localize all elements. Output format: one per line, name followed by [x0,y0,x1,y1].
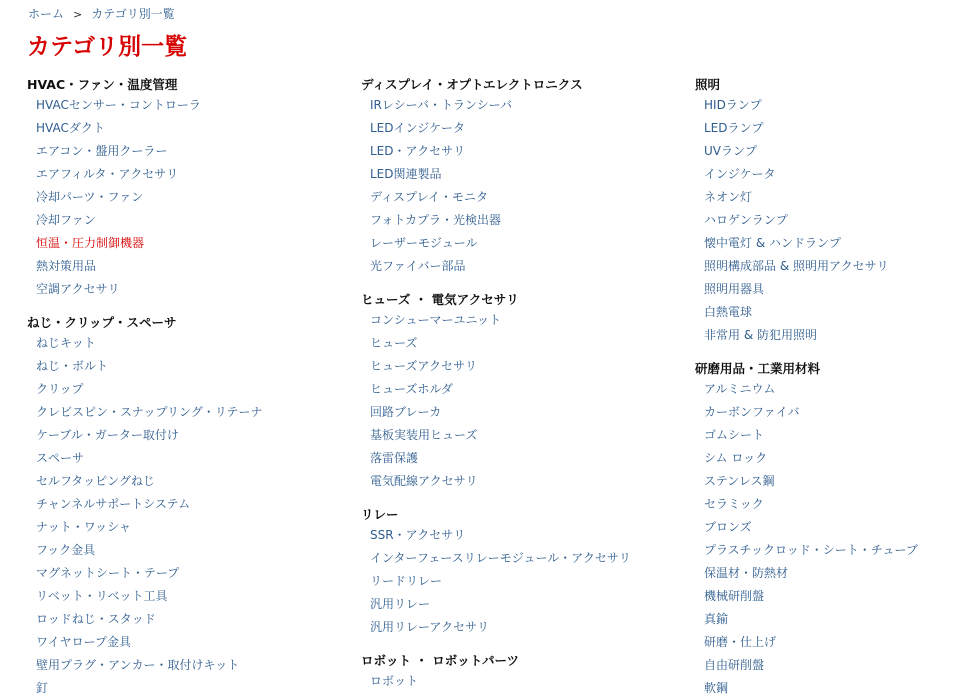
breadcrumb-separator: > [73,8,83,21]
category-link[interactable]: プラスチックロッド・シート・チューブ [704,543,918,557]
category-link[interactable]: 非常用 & 防犯用照明 [704,328,817,342]
category-link[interactable]: 冷却ファン [36,213,96,227]
category-link[interactable]: ヒューズアクセサリ [370,359,478,373]
category-link[interactable]: 自由研削盤 [704,658,765,672]
category-link[interactable]: リベット・リベット工具 [36,589,168,603]
category-heading: 照明 [695,77,721,92]
category-heading: ねじ・クリップ・スペーサ [27,315,177,330]
category-link-list [361,95,681,289]
category-link[interactable]: フック金具 [36,543,96,557]
category-link[interactable]: インターフェースリレーモジュール・アクセサリ [370,551,631,565]
category-link[interactable]: マグネットシート・テープ [36,566,180,580]
category-section [695,74,955,358]
category-link[interactable]: ヒューズ [370,336,418,350]
category-link[interactable]: ディスプレイ・モニタ [370,190,488,204]
category-heading: ヒューズ ・ 電気アクセサリ [361,292,519,307]
category-link[interactable]: 電気配線アクセサリ [370,474,478,488]
category-column-1 [27,74,347,694]
category-link[interactable]: ケーブル・ガーター取付け [36,428,179,442]
category-link[interactable]: HIDランプ [704,98,762,112]
breadcrumb-current: カテゴリ別一覧 [91,7,175,21]
category-link[interactable]: HVACセンサー・コントローラ [36,98,201,112]
category-link[interactable]: HVACダクト [36,121,105,135]
category-link[interactable]: レーザーモジュール [370,236,478,250]
category-link[interactable]: LED関連製品 [370,167,442,181]
category-link[interactable]: 落雷保護 [370,451,419,465]
page-title: カテゴリ別一覧 [27,34,188,60]
category-link[interactable]: コンシューマーユニット [370,313,501,327]
category-section [27,312,347,694]
category-link[interactable]: 冷却パーツ・ファン [36,190,144,204]
category-section [27,74,347,312]
category-link[interactable]: LEDインジケータ [370,121,465,135]
category-link[interactable]: 白熱電球 [704,305,753,319]
category-link[interactable]: LEDランプ [704,121,764,135]
category-link[interactable]: セラミック [704,497,764,511]
category-link[interactable]: 汎用リレーアクセサリ [370,620,490,634]
category-link-list [361,525,681,650]
category-section [361,504,681,650]
category-link[interactable]: 保温材・防熱材 [704,566,789,580]
category-link[interactable]: クレビスピン・スナップリング・リテーナ [36,405,263,419]
category-link[interactable]: 照明用器具 [704,282,765,296]
category-link[interactable]: 軟鋼 [704,681,729,694]
category-link[interactable]: チャンネルサポートシステム [36,497,191,511]
category-link[interactable]: IRレシーバ・トランシーバ [370,98,513,112]
category-link[interactable]: 照明構成部品 & 照明用アクセサリ [704,259,889,273]
category-link[interactable]: ねじ・ボルト [36,359,109,373]
category-link[interactable]: シム ロック [704,451,768,465]
category-link[interactable]: フォトカプラ・光検出器 [370,213,502,227]
category-heading: ディスプレイ・オプトエレクトロニクス [361,77,583,92]
category-link[interactable]: ブロンズ [704,520,752,534]
category-link[interactable]: ロボット [370,674,419,688]
category-link[interactable]: ステンレス鋼 [704,474,775,488]
category-link[interactable]: UVランプ [704,144,757,158]
category-link[interactable]: 光ファイバー部品 [370,259,466,273]
category-link[interactable]: LED・アクセサリ [370,144,466,158]
category-link[interactable]: 空調アクセサリ [36,282,120,296]
category-link[interactable]: 壁用プラグ・アンカー・取付けキット [36,658,240,672]
category-section [361,289,681,504]
category-link[interactable]: 回路ブレーカ [370,405,442,419]
category-link-list [361,310,681,504]
category-link[interactable]: 釘 [36,681,49,694]
category-link[interactable]: 汎用リレー [370,597,431,611]
category-link[interactable]: 研磨・仕上げ [704,635,777,649]
category-column-2 [361,74,681,694]
category-link[interactable]: リードリレー [370,574,443,588]
category-heading: リレー [361,507,399,522]
category-link-list [27,95,347,312]
category-link[interactable]: ワイヤロープ金具 [36,635,132,649]
category-section [361,650,681,694]
category-link[interactable]: ヒューズホルダ [370,382,453,396]
category-heading: ロボット ・ ロボットパーツ [361,653,519,668]
category-link[interactable]: クリップ [36,382,84,396]
category-link[interactable]: ロッドねじ・スタッド [36,612,156,626]
category-column-3 [695,74,955,694]
category-link[interactable]: エアコン・盤用クーラー [36,144,168,158]
category-link[interactable]: 熱対策用品 [36,259,97,273]
category-link[interactable]: ねじキット [36,336,96,350]
category-link[interactable]: ゴムシート [704,428,765,442]
category-link[interactable]: インジケータ [704,167,776,181]
category-section [361,74,681,289]
category-link[interactable]: 恒温・圧力制御機器 [36,236,145,250]
category-link[interactable]: ネオン灯 [704,190,753,204]
category-link-list [361,671,681,694]
category-link[interactable]: 真鍮 [704,612,729,626]
category-link-list [695,379,955,694]
category-link[interactable]: エアフィルタ・アクセサリ [36,167,179,181]
breadcrumb [28,6,175,23]
category-link-list [27,333,347,694]
category-heading: 研磨用品・工業用材料 [695,361,821,376]
category-link[interactable]: ナット・ワッシャ [36,520,131,534]
category-link[interactable]: スペーサ [36,451,85,465]
category-link[interactable]: 基板実装用ヒューズ [370,428,478,442]
category-link[interactable]: ハロゲンランプ [704,213,788,227]
breadcrumb-home-link[interactable]: ホーム [28,7,65,21]
category-link[interactable]: アルミニウム [704,382,776,396]
category-section [695,358,955,694]
category-link[interactable]: セルフタッピングねじ [36,474,155,488]
category-heading: HVAC・ファン・温度管理 [27,77,178,92]
category-link[interactable]: SSR・アクセサリ [370,528,466,542]
category-link-list [695,95,955,358]
category-link[interactable]: 懐中電灯 & ハンドランプ [704,236,841,250]
category-link[interactable]: カーボンファイバ [704,405,800,419]
category-link[interactable]: 機械研削盤 [704,589,765,603]
